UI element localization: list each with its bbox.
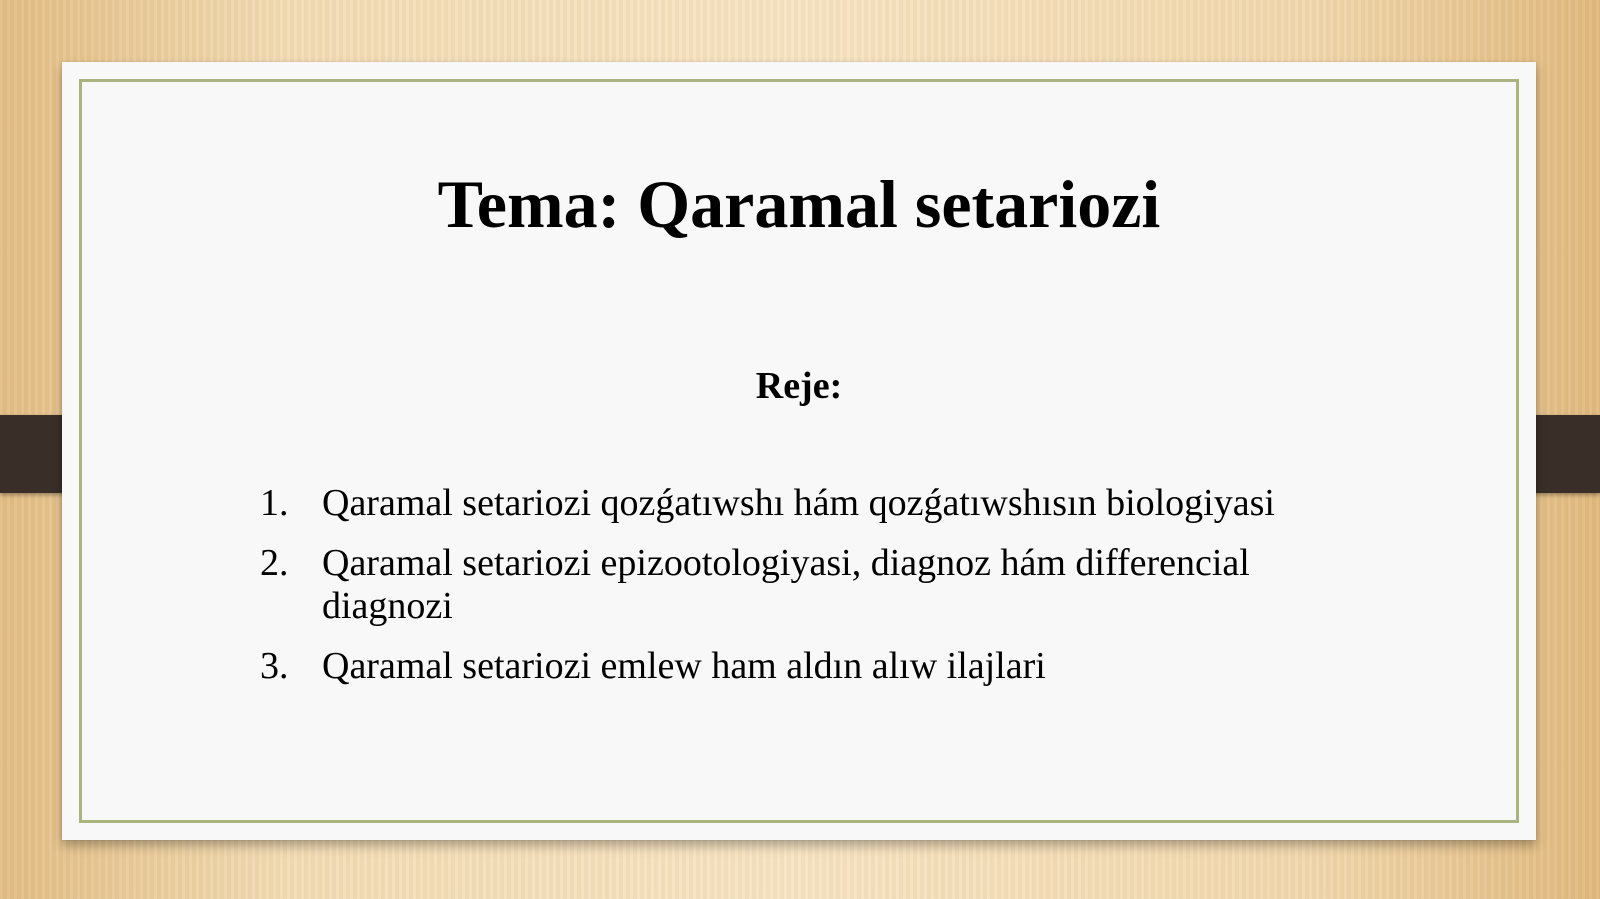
plan-list: [260, 482, 1370, 705]
list-item-number: 1.: [260, 482, 289, 524]
list-item-text: Qaramal setariozi epizootologiyasi, diagnoz hám differencial diagnozi: [322, 542, 1250, 627]
slide-paper: [62, 62, 1536, 840]
list-item: [260, 542, 1370, 628]
list-item: [260, 482, 1370, 525]
list-item: [260, 645, 1370, 688]
list-item-text: Qaramal setariozi emlew ham aldın alıw ilajlari: [322, 645, 1046, 687]
list-item-number: 3.: [260, 645, 289, 687]
slide-title: Tema: Qaramal setariozi: [437, 166, 1161, 242]
plan-heading: Reje:: [755, 365, 843, 407]
list-item-number: 2.: [260, 542, 289, 584]
list-item-text: Qaramal setariozi qozǵatıwshı hám qozǵatıwshısın biologiyasi: [322, 482, 1275, 524]
